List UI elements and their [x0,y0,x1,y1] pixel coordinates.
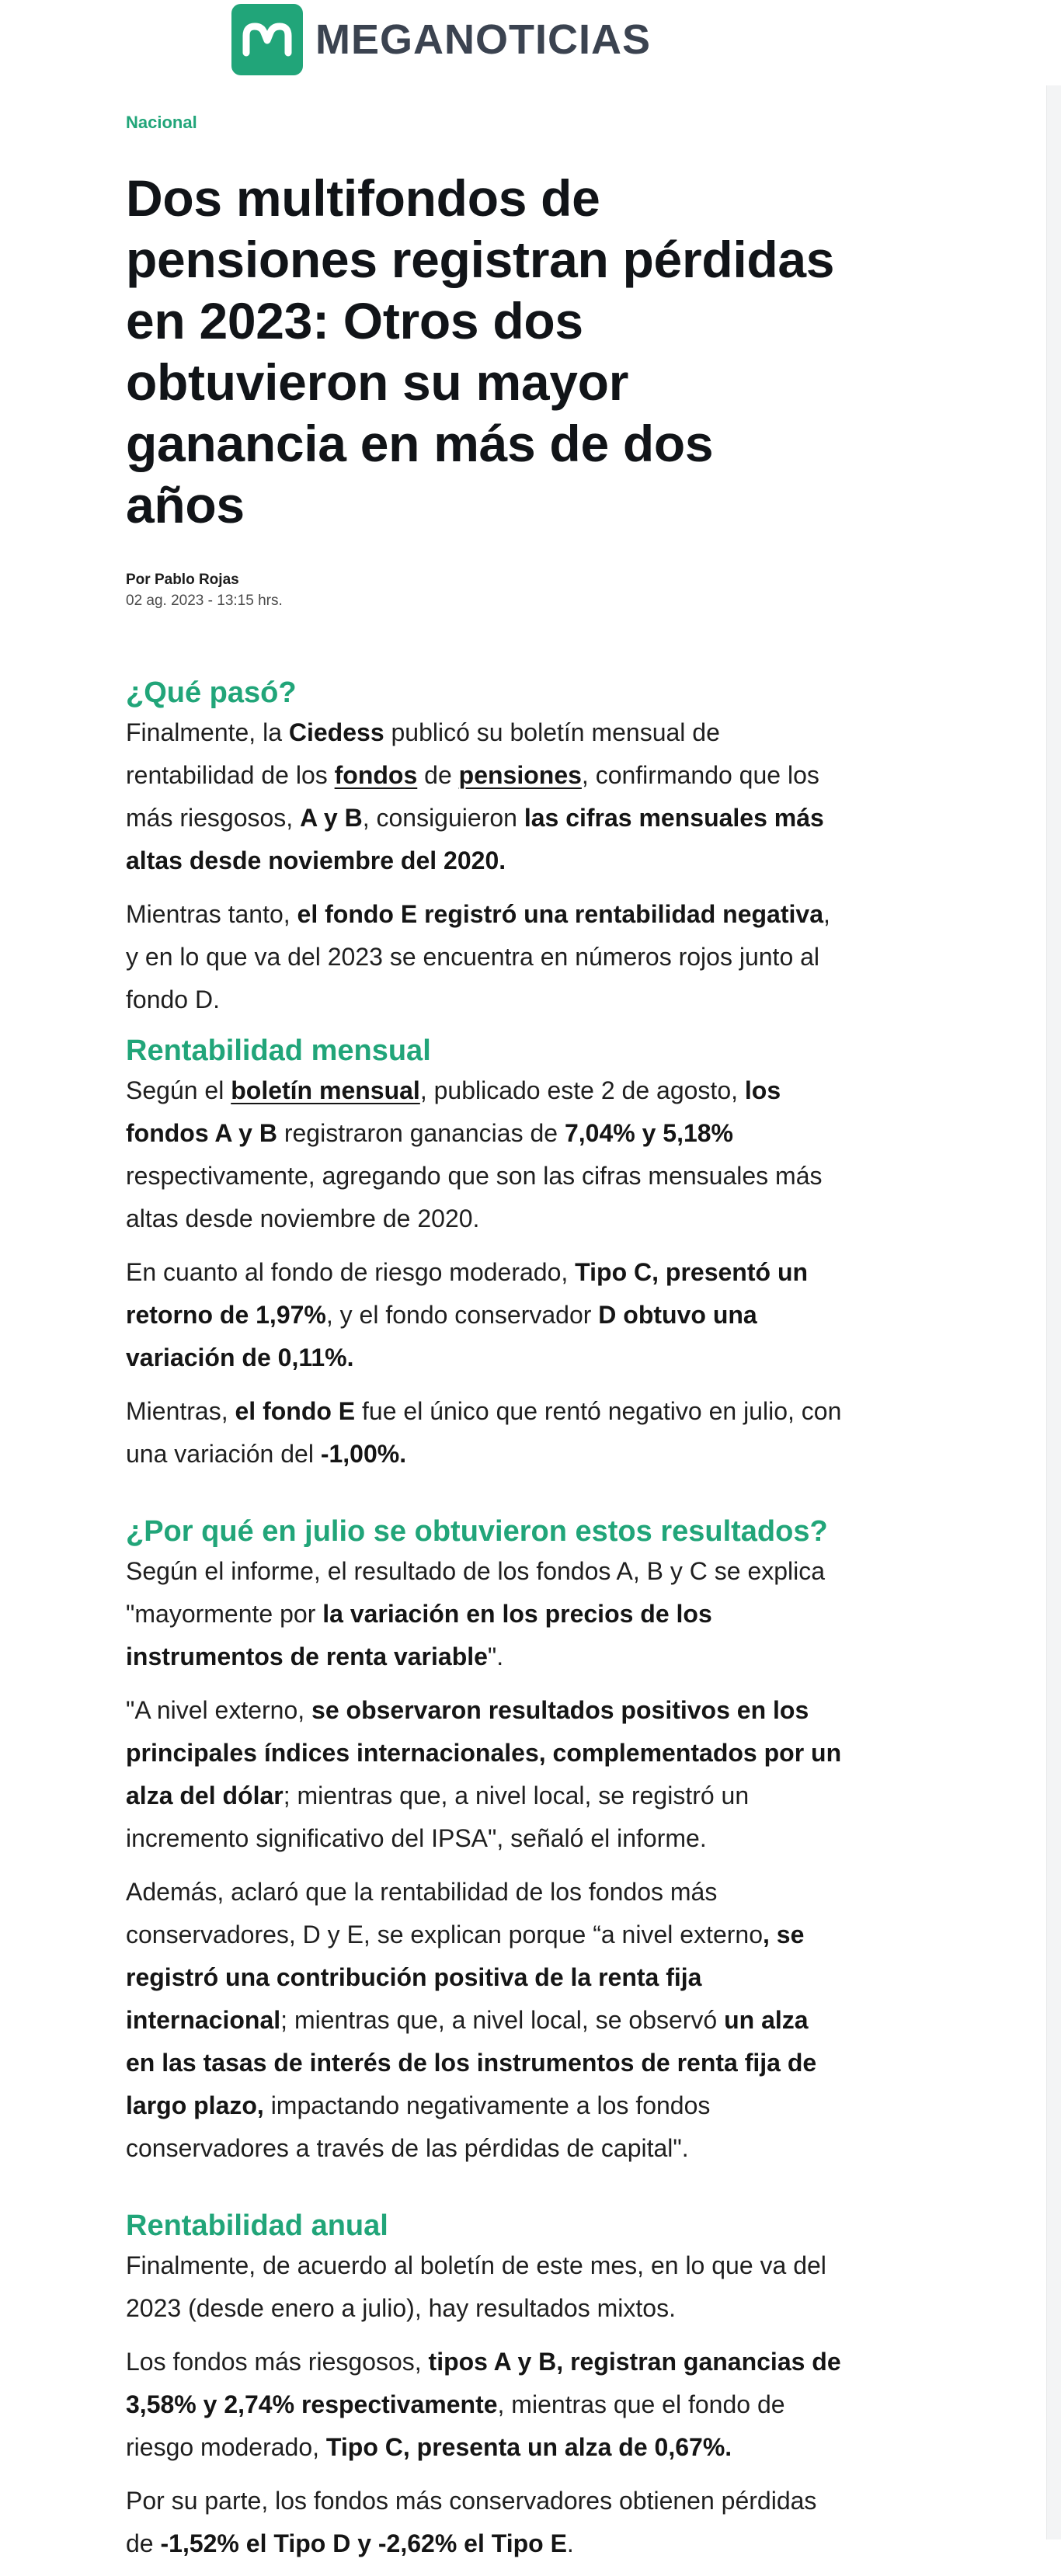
bold-text: un alza en las tasas de interés de los instrumentos de renta fija de largo plazo, [126,2006,817,2119]
text: Por su parte, los fondos más conservadores obtienen pérdidas de [126,2487,817,2557]
bold-text: 7,04% y 5,18% [564,1119,733,1147]
text: Finalmente, la [126,718,289,746]
bold-text: tipos A y B, registran ganancias de 3,58% y 2,74% respectivamente [126,2348,841,2418]
text: , confirmando que los más riesgosos, [126,761,819,832]
right-scroll-rail [1046,85,1061,2539]
text: ; mientras que, a nivel local, se registró un incremento significativo del IPSA", señaló el informe. [126,1782,750,1852]
bold-text: A y B [300,804,363,832]
paragraph [126,1871,844,2170]
text: Mientras, [126,1397,235,1425]
link-fondos[interactable]: fondos [334,761,418,789]
text: , y en lo que va del 2023 se encuentra en números rojos junto al fondo D. [126,900,830,1013]
text: Mientras tanto, [126,900,297,928]
bold-text: D obtuvo una variación de 0,11%. [126,1301,757,1371]
text: publicó su boletín mensual de rentabilidad de los [126,718,720,789]
bold-text: , se registró una contribución positiva de la renta fija internacional [126,1921,805,2034]
text: ". [487,1643,504,1670]
text: Los fondos más riesgosos, [126,2348,429,2376]
text: ; mientras que, a nivel local, se observó [280,2006,725,2034]
bold-text: el fondo E [235,1397,356,1425]
publish-date: 02 ag. 2023 - 13:15 hrs. [126,593,283,609]
text: "A nivel externo, [126,1696,312,1724]
text: , mientras que el fondo de riesgo moderado, [126,2390,785,2461]
text: Según el informe, el resultado de los fondos A, B y C se explica "mayormente por [126,1557,826,1628]
bold-text: el fondo E registró una rentabilidad negativa [297,900,823,928]
text: Finalmente, de acuerdo al boletín de este mes, en lo que va del 2023 (desde enero a julio), hay resultados mixtos. [126,2251,826,2322]
paragraph [126,1069,844,1240]
text: , publicado este 2 de agosto, [419,1076,745,1104]
subheading-que-paso: ¿Qué pasó? [126,676,297,709]
paragraph [126,2341,844,2469]
bold-text: Tipo C, presentó un retorno de 1,97% [126,1258,809,1329]
brand-name[interactable]: MEGANOTICIAS [315,16,652,63]
text: Además, aclaró que la rentabilidad de los fondos más conservadores, D y E, se explican porque “a nivel externo [126,1878,763,1949]
bold-text: los fondos A y B [126,1076,781,1147]
article-headline: Dos multifondos de pensiones registran pérdidas en 2023: Otros dos obtuvieron su mayor ganancia en más de dos años [126,169,835,534]
subheading-por-que: ¿Por qué en julio se obtuvieron estos resultados? [126,1515,828,1548]
text: respectivamente, agregando que son las cifras mensuales más altas desde noviembre de 2020. [126,1162,823,1232]
text: de [417,761,459,789]
bold-text: -1,00%. [320,1440,407,1468]
author-byline: Por Pablo Rojas [126,572,239,588]
link-pensiones[interactable]: pensiones [458,761,582,789]
bold-text: se observaron resultados positivos en los principales índices internacionales, complementados por un alza del dólar [126,1696,842,1809]
site-header [231,3,651,76]
text: , y el fondo conservador [325,1301,599,1329]
text: impactando negativamente a los fondos conservadores a través de las pérdidas de capital". [126,2091,711,2162]
paragraph [126,2480,844,2565]
subheading-rentabilidad-anual: Rentabilidad anual [126,2209,388,2242]
paragraph [126,1550,844,1678]
paragraph [126,1251,844,1379]
subheading-rentabilidad-mensual: Rentabilidad mensual [126,1034,431,1067]
paragraph [126,1689,844,1860]
text: , consiguieron [362,804,524,832]
paragraph [126,1390,844,1476]
text: . [566,2529,574,2557]
bold-text: Tipo C, presenta un alza de 0,67%. [325,2433,732,2461]
bold-text: las cifras mensuales más altas desde noviembre del 2020. [126,804,824,874]
text: fue el único que rentó negativo en julio, con una variación del [126,1397,842,1468]
text: Según el [126,1076,231,1104]
article-body [126,674,844,2565]
bold-text: -1,52% el Tipo D y -2,62% el Tipo E [160,2529,567,2557]
paragraph [126,893,844,1021]
text: registraron ganancias de [277,1119,565,1147]
bold-text: la variación en los precios de los instrumentos de renta variable [126,1600,712,1670]
paragraph [126,2244,844,2330]
text: En cuanto al fondo de riesgo moderado, [126,1258,576,1286]
section-tag[interactable]: Nacional [126,113,197,132]
paragraph [126,711,844,882]
link-boletin-mensual[interactable]: boletín mensual [231,1076,420,1104]
brand-logo-icon[interactable] [231,4,303,75]
bold-text: Ciedess [288,718,384,746]
article [126,109,844,2576]
